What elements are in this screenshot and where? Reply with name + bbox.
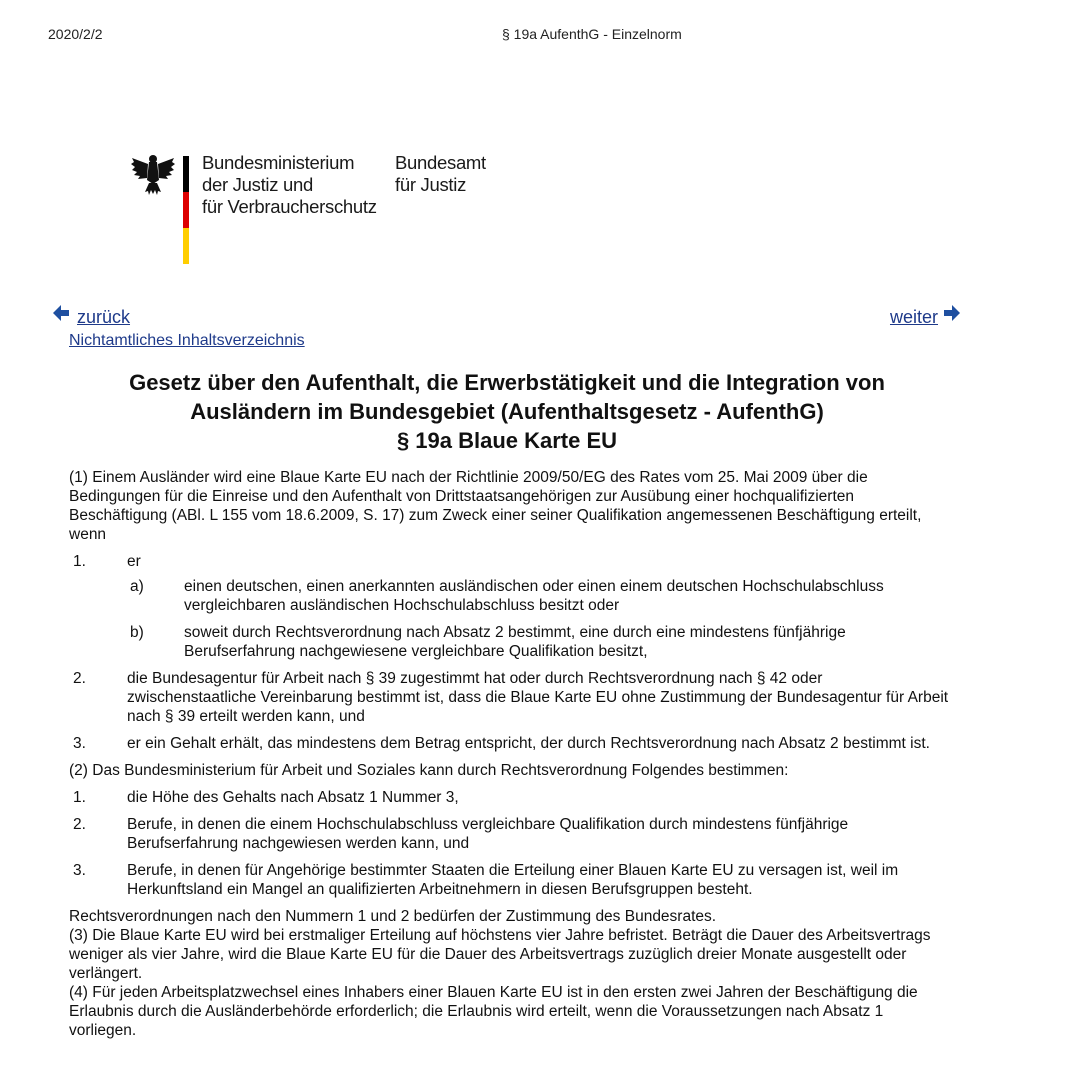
paragraph-1-list — [69, 552, 949, 753]
list-item — [69, 861, 949, 899]
ministry-name-line: Bundesministerium — [202, 152, 355, 173]
list-item — [69, 815, 949, 853]
sub-list-item — [127, 623, 949, 661]
amt-name-line: für Justiz — [395, 174, 467, 195]
sub-list-item-text: soweit durch Rechtsverordnung nach Absatz 2 bestimmt, eine durch eine mindestens fünfjährige Berufserfahrung nachgewiesene vergleichbare Qualifikation besitzt, — [184, 624, 846, 660]
list-item — [69, 552, 949, 571]
list-item — [69, 788, 949, 807]
sub-list-item — [127, 577, 949, 615]
sub-list — [69, 577, 949, 661]
print-date: 2020/2/2 — [48, 26, 103, 42]
section-title: § 19a Blaue Karte EU — [396, 428, 618, 453]
list-item-text: die Bundesagentur für Arbeit nach § 39 zugestimmt hat oder durch Rechtsverordnung nach § 42 oder zwischenstaatliche Vereinbarung bestimmt ist, dass die Blaue Karte EU ohne Zustimmung der Bundesagentur für Arbeit nach § 39 erteilt werden kann, und — [127, 670, 949, 725]
flag-bar — [183, 156, 189, 264]
amt-name — [395, 152, 486, 196]
law-text — [69, 468, 949, 1040]
list-item-number: 1. — [73, 553, 86, 570]
print-header — [0, 26, 1080, 46]
heading-line-2: Ausländern im Bundesgebiet (Aufenthaltsgesetz - AufenthG) — [190, 399, 824, 424]
federal-eagle-icon — [130, 152, 176, 196]
ministry-name-line: der Justiz und — [202, 174, 313, 195]
toc-link[interactable]: Nichtamtliches Inhaltsverzeichnis — [69, 332, 305, 349]
paragraph-3: (3) Die Blaue Karte EU wird bei erstmaliger Erteilung auf höchstens vier Jahre befristet. Beträgt die Dauer des Arbeitsvertrags weniger als vier Jahre, wird die Blaue Karte EU für die Dauer des Arbeitsvertrags zuzüglich dreier Monate ausgestellt oder verlängert. — [69, 927, 931, 982]
sub-list-item-letter: a) — [130, 578, 144, 595]
ministry-logo — [130, 152, 510, 268]
heading-line-1: Gesetz über den Aufenthalt, die Erwerbstätigkeit und die Integration von — [129, 370, 885, 395]
arrow-right-icon — [944, 305, 960, 323]
list-item — [69, 669, 949, 726]
next-nav[interactable] — [890, 305, 960, 328]
list-item-text: Berufe, in denen für Angehörige bestimmter Staaten die Erteilung einer Blauen Karte EU zu versagen ist, weil im Herkunftsland ein Mangel an qualifizierten Arbeitnehmern in diesen Berufsgruppen besteht. — [127, 862, 899, 898]
arrow-left-icon — [53, 305, 69, 323]
list-item-number: 3. — [73, 735, 86, 752]
next-link[interactable]: weiter — [889, 307, 938, 327]
print-title: § 19a AufenthG - Einzelnorm — [502, 26, 682, 42]
law-heading — [69, 368, 945, 455]
paragraph-2-list — [69, 788, 949, 899]
back-link[interactable]: zurück — [77, 307, 131, 327]
sub-list-item-text: einen deutschen, einen anerkannten ausländischen oder einen einem deutschen Hochschulabschluss vergleichbaren ausländischen Hochschulabschluss besitzt oder — [184, 578, 884, 614]
list-item-text: die Höhe des Gehalts nach Absatz 1 Nummer 3, — [127, 789, 459, 806]
list-item-number: 2. — [73, 816, 86, 833]
list-item-text: er ein Gehalt erhält, das mindestens dem Betrag entspricht, der durch Rechtsverordnung nach Absatz 2 bestimmt ist. — [127, 735, 930, 752]
paragraph-2-tail: Rechtsverordnungen nach den Nummern 1 und 2 bedürfen der Zustimmung des Bundesrates. — [69, 908, 717, 925]
paragraph-1: (1) Einem Ausländer wird eine Blaue Karte EU nach der Richtlinie 2009/50/EG des Rates vom 25. Mai 2009 über die Bedingungen für die Einreise und den Aufenthalt von Drittstaatsangehörigen zur Ausübung einer hochqualifizierten Beschäftigung (ABl. L 155 vom 18.6.2009, S. 17) zum Zweck einer seiner Qualifikation angemessenen Beschäftigung erteilt, wenn — [69, 469, 922, 543]
paragraph-2: (2) Das Bundesministerium für Arbeit und Soziales kann durch Rechtsverordnung Folgendes bestimmen: — [69, 762, 789, 779]
list-item-number: 1. — [73, 789, 86, 806]
list-item-number: 3. — [73, 862, 86, 879]
list-item — [69, 734, 949, 753]
ministry-name-line: für Verbraucherschutz — [202, 196, 377, 217]
list-item-text: Berufe, in denen die einem Hochschulabschluss vergleichbare Qualifikation durch mindestens fünfjährige Berufserfahrung nachgewiesen werden kann, und — [127, 816, 849, 852]
paragraph-4: (4) Für jeden Arbeitsplatzwechsel eines Inhabers einer Blauen Karte EU ist in den ersten zwei Jahren der Beschäftigung die Erlaubnis durch die Ausländerbehörde erforderlich; die Erlaubnis wird erteilt, wenn die Voraussetzungen nach Absatz 1 vorliegen. — [69, 984, 918, 1039]
list-item-text: er — [127, 553, 141, 570]
back-nav[interactable] — [53, 305, 130, 328]
amt-name-line: Bundesamt — [395, 152, 486, 173]
sub-list-item-letter: b) — [130, 624, 144, 641]
list-item-number: 2. — [73, 670, 86, 687]
ministry-name — [202, 152, 377, 218]
